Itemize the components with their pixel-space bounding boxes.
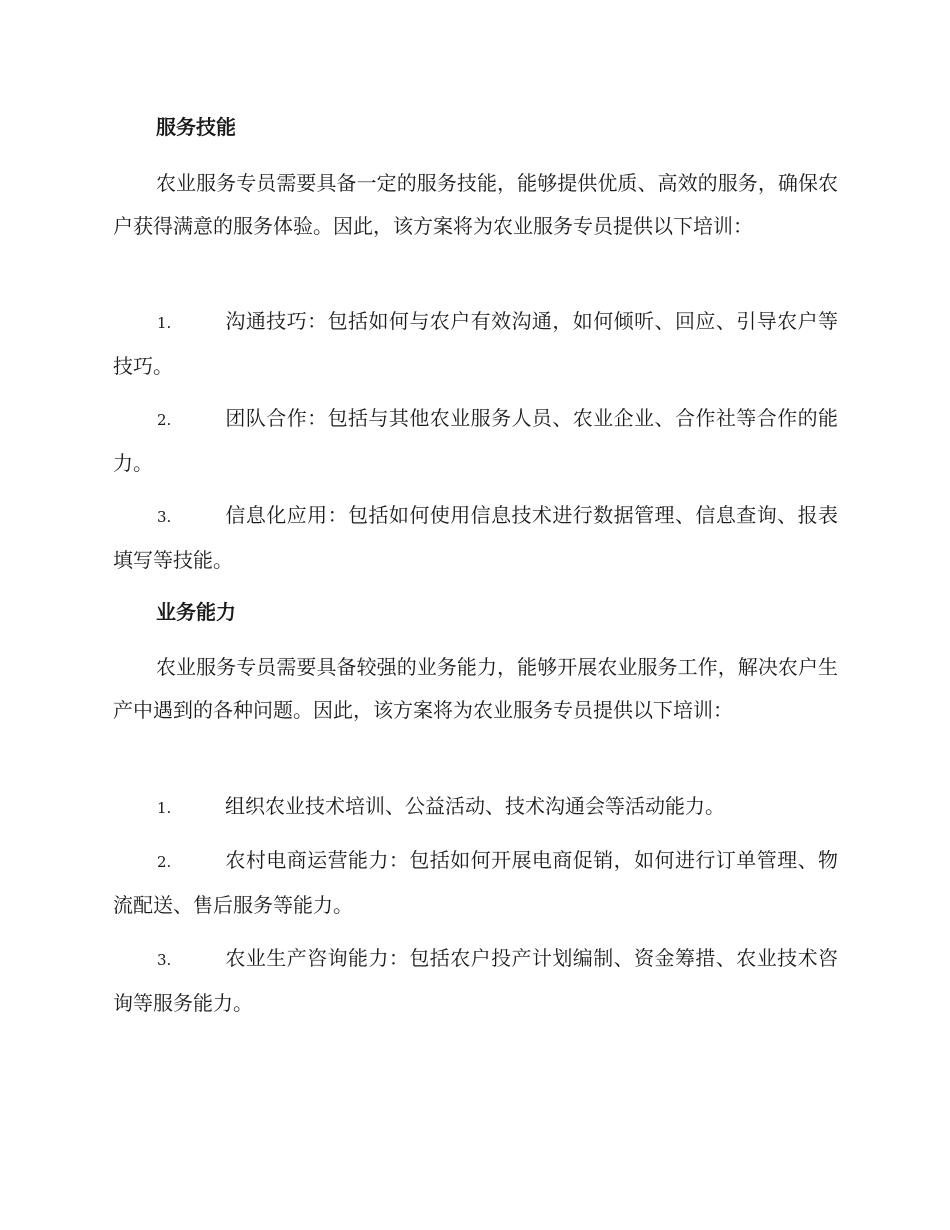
section-heading-business-ability: 业务能力	[156, 600, 236, 624]
section-intro-service-skills: 农业服务专员需要具备一定的服务技能，能够提供优质、高效的服务，确保农户获得满意的服务体验。因此，该方案将为农业服务专员提供以下培训：	[113, 171, 838, 238]
list-item-text: 信息化应用：包括如何使用信息技术进行数据管理、信息查询、报表填写等技能。	[113, 503, 838, 572]
list-item	[113, 785, 838, 830]
list-item-number: 2.	[157, 411, 172, 429]
list-item-number: 1.	[157, 314, 172, 332]
list-item	[113, 397, 838, 485]
list-item-number: 1.	[157, 799, 172, 817]
section-heading-service-skills: 服务技能	[156, 115, 236, 139]
list-item-text: 组织农业技术培训、公益活动、技术沟通会等活动能力。	[225, 794, 725, 818]
list-item	[113, 494, 838, 582]
list-item-text: 沟通技巧：包括如何与农户有效沟通，如何倾听、回应、引导农户等技巧。	[113, 309, 838, 378]
list-item-number: 2.	[157, 853, 172, 871]
list-item	[113, 839, 838, 927]
list-item-text: 农村电商运营能力：包括如何开展电商促销，如何进行订单管理、物流配送、售后服务等能力。	[113, 848, 838, 917]
section-intro-business-ability: 农业服务专员需要具备较强的业务能力，能够开展农业服务工作，解决农户生产中遇到的各种问题。因此，该方案将为农业服务专员提供以下培训：	[113, 655, 838, 722]
list-item	[113, 300, 838, 388]
list-item-text: 农业生产咨询能力：包括农户投产计划编制、资金筹措、农业技术咨询等服务能力。	[113, 946, 838, 1015]
list-item-number: 3.	[157, 508, 172, 526]
list-item-number: 3.	[157, 951, 172, 969]
list-item	[113, 937, 838, 1025]
list-item-text: 团队合作：包括与其他农业服务人员、农业企业、合作社等合作的能力。	[113, 406, 838, 475]
